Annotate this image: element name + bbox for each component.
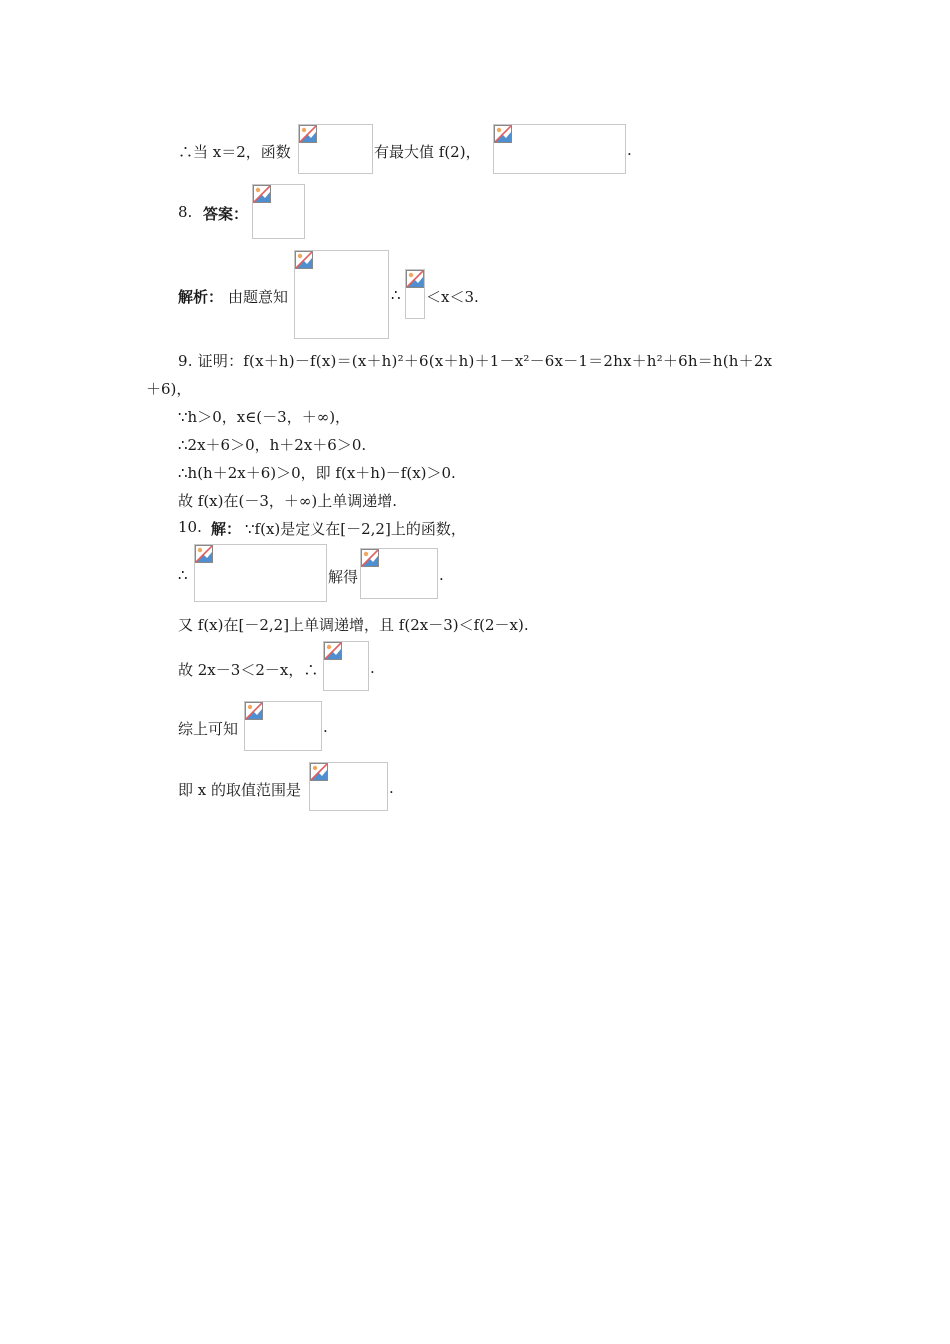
q10-line-you: 又 f(x)在[－2,2]上单调递增，且 f(2x－3)＜f(2－x).: [178, 616, 529, 634]
q10-line-gu: 故 2x－3＜2－x，∴: [178, 661, 319, 679]
broken-image-icon: [245, 702, 263, 720]
q8-answer-label: 答案：: [203, 205, 249, 223]
line1-text-b: 有最大值 f(2)，: [374, 143, 481, 161]
q10-dot-1: .: [439, 566, 444, 584]
q10-dot-4: .: [389, 779, 394, 797]
line1-text-c: .: [627, 141, 632, 159]
q10-solved-text: 解得: [328, 568, 359, 586]
formula-image: [294, 250, 389, 339]
q8-number: 8.: [178, 203, 193, 221]
q10-solution-label: 解：: [211, 520, 242, 538]
q9-line-1: 9. 证明：f(x＋h)－f(x)＝(x＋h)²＋6(x＋h)＋1－x²－6x－1＝2hx＋h²＋6h＝h(h＋2x: [178, 352, 773, 370]
broken-image-icon: [195, 545, 213, 563]
analysis-label: 解析：: [178, 288, 224, 306]
q9-line-3: ∵h＞0，x∈(－3，＋∞)，: [178, 408, 351, 426]
analysis-therefore: ∴: [391, 286, 401, 304]
q9-line-6: 故 f(x)在(－3，＋∞)上单调递增.: [178, 492, 397, 510]
broken-image-icon: [310, 763, 328, 781]
q10-dot-2: .: [370, 659, 375, 677]
formula-image: [309, 762, 388, 811]
q9-line-4: ∴2x＋6＞0，h＋2x＋6＞0.: [178, 436, 367, 454]
q10-therefore: ∴: [178, 566, 188, 584]
q9-line-2: ＋6)，: [146, 380, 192, 398]
q9-line-5: ∴h(h＋2x＋6)＞0，即 f(x＋h)－f(x)＞0.: [178, 464, 456, 482]
broken-image-icon: [295, 251, 313, 269]
formula-image: [493, 124, 626, 174]
formula-image: [194, 544, 327, 602]
q10-text: ∵f(x)是定义在[－2,2]上的函数，: [245, 520, 466, 538]
broken-image-icon: [299, 125, 317, 143]
analysis-text: 由题意知: [228, 288, 289, 306]
formula-image: [405, 269, 425, 319]
formula-image: [323, 641, 369, 691]
analysis-after: ＜x＜3.: [426, 288, 479, 306]
broken-image-icon: [494, 125, 512, 143]
formula-image: [360, 548, 438, 599]
broken-image-icon: [361, 549, 379, 567]
broken-image-icon: [324, 642, 342, 660]
broken-image-icon: [253, 185, 271, 203]
q10-number: 10.: [178, 518, 202, 536]
q10-line-ji: 即 x 的取值范围是: [178, 781, 301, 799]
broken-image-icon: [406, 270, 424, 288]
formula-image: [252, 184, 305, 239]
line1-text-a: ∴当 x＝2，函数: [178, 143, 291, 161]
q10-line-zong: 综上可知: [178, 720, 239, 738]
formula-image: [244, 701, 322, 751]
formula-image: [298, 124, 373, 174]
q10-dot-3: .: [323, 718, 328, 736]
